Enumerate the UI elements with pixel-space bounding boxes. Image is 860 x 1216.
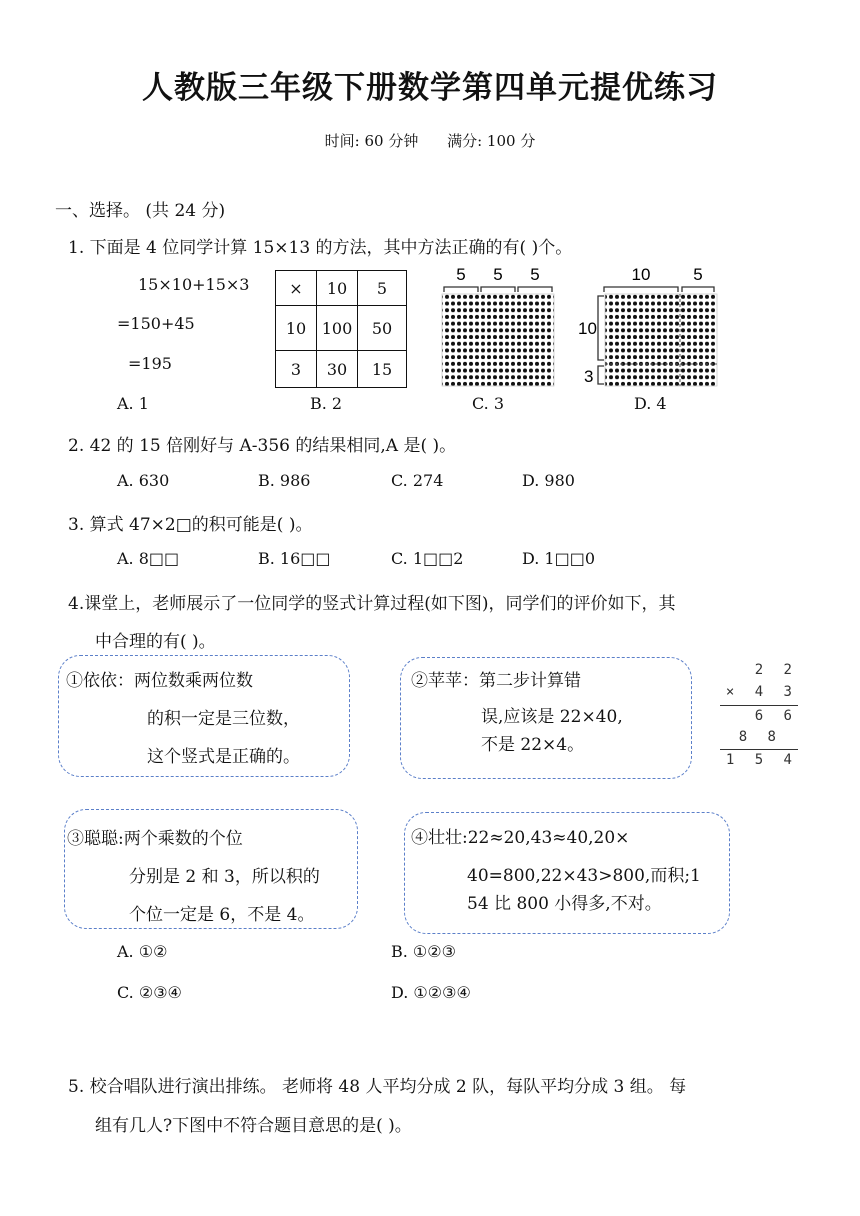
option-a[interactable]: A. 8□□ (117, 549, 180, 568)
dot-grid-c (438, 260, 558, 390)
grid-label: 3 (584, 367, 594, 386)
q3-stem: 3. 算式 47×2□的积可能是( )。 (68, 515, 313, 535)
dot-grid-d (578, 260, 728, 390)
calc-row: 2 2 (754, 662, 798, 678)
page-title: 人教版三年级下册数学第四单元提优练习 (142, 70, 718, 106)
option-b[interactable]: B. 16□□ (258, 549, 331, 568)
option-a[interactable]: A. 1 (117, 394, 149, 413)
grid-label: 5 (456, 265, 466, 284)
table-cell: 30 (317, 351, 358, 388)
table-cell: 5 (358, 271, 407, 306)
comment-line: 的积一定是三位数， (147, 709, 300, 729)
brace (518, 287, 552, 292)
q1-stem: 1. 下面是 4 位同学计算 15×13 的方法，其中方法正确的有( )个。 (68, 238, 573, 258)
calc-row: 1 5 4 (725, 752, 798, 768)
comment-line: ④壮壮:22≈20,43≈40,20× (411, 828, 630, 848)
comment-line: 个位一定是 6，不是 4。 (129, 905, 315, 925)
q5-stem: 组有几人?下图中不符合题目意思的是( )。 (95, 1116, 412, 1136)
comment-line: 这个竖式是正确的。 (147, 747, 300, 767)
comment-line: ①依依：两位数乘两位数 (66, 671, 253, 691)
table-cell: 10 (276, 306, 317, 351)
table-cell: 3 (276, 351, 317, 388)
option-d[interactable]: D. ①②③④ (391, 983, 471, 1002)
q1-method-a-line: =195 (128, 354, 172, 373)
dot-array (442, 294, 554, 386)
option-c[interactable]: C. ②③④ (117, 983, 182, 1002)
q1-method-a-line: =150+45 (117, 314, 195, 333)
comment-line: ②苹苹：第二步计算错 (411, 671, 581, 691)
table-cell: × (276, 271, 317, 306)
comment-box-1 (58, 655, 350, 777)
comment-line: ③聪聪:两个乘数的个位 (67, 829, 243, 849)
q1-method-a-line: 15×10+15×3 (138, 275, 250, 294)
calc-line (720, 705, 798, 706)
q4-stem: 中合理的有( )。 (95, 632, 216, 652)
table-cell: 50 (358, 306, 407, 351)
full-score: 满分: 100 分 (447, 132, 536, 150)
comment-line: 54 比 800 小得多,不对。 (467, 894, 662, 914)
brace (598, 366, 604, 384)
brace (682, 287, 714, 292)
comment-box-4 (404, 812, 730, 934)
option-c[interactable]: C. 3 (472, 394, 505, 413)
comment-line: 误,应该是 22×40, (481, 707, 623, 727)
option-c[interactable]: C. 1□□2 (391, 549, 464, 568)
calc-line (720, 749, 798, 750)
option-d[interactable]: D. 1□□0 (522, 549, 596, 568)
q4-stem: 4.课堂上，老师展示了一位同学的竖式计算过程(如下图)，同学们的评价如下，其 (68, 594, 676, 614)
brace (604, 287, 678, 292)
dot-array (605, 294, 717, 386)
brace (481, 287, 515, 292)
comment-box-2 (400, 657, 692, 779)
calc-row: 6 6 (754, 708, 798, 724)
q5-stem: 5. 校合唱队进行演出排练。 老师将 48 人平均分成 2 队，每队平均分成 3 组。 每 (68, 1077, 687, 1097)
multiplication-table (275, 270, 407, 388)
grid-label: 10 (631, 265, 651, 284)
exam-info (0, 130, 860, 151)
section-heading: 一、选择。 (共 24 分) (55, 201, 226, 221)
option-b[interactable]: B. ①②③ (391, 942, 456, 961)
option-a[interactable]: A. ①② (117, 942, 168, 961)
table-cell: 10 (317, 271, 358, 306)
grid-label: 5 (693, 265, 703, 284)
q2-stem: 2. 42 的 15 倍刚好与 A-356 的结果相同,A 是( )。 (68, 436, 457, 456)
option-b[interactable]: B. 2 (310, 394, 343, 413)
comment-line: 40=800,22×43>800,而积;1 (467, 866, 701, 886)
option-c[interactable]: C. 274 (391, 471, 444, 490)
vertical-calculation (718, 662, 798, 772)
grid-label: 10 (578, 319, 597, 338)
table-cell: 100 (317, 306, 358, 351)
time-limit: 时间: 60 分钟 (324, 132, 419, 150)
brace (444, 287, 478, 292)
comment-box-3 (64, 809, 358, 929)
grid-label: 5 (493, 265, 503, 284)
grid-label: 5 (530, 265, 540, 284)
option-b[interactable]: B. 986 (258, 471, 311, 490)
calc-row: 8 8 (738, 729, 782, 745)
option-d[interactable]: D. 980 (522, 471, 575, 490)
comment-line: 分别是 2 和 3，所以积的 (129, 867, 320, 887)
comment-line: 不是 22×4。 (481, 735, 585, 755)
calc-row: × 4 3 (725, 684, 798, 700)
option-d[interactable]: D. 4 (634, 394, 667, 413)
table-cell: 15 (358, 351, 407, 388)
brace (598, 296, 604, 360)
option-a[interactable]: A. 630 (117, 471, 170, 490)
